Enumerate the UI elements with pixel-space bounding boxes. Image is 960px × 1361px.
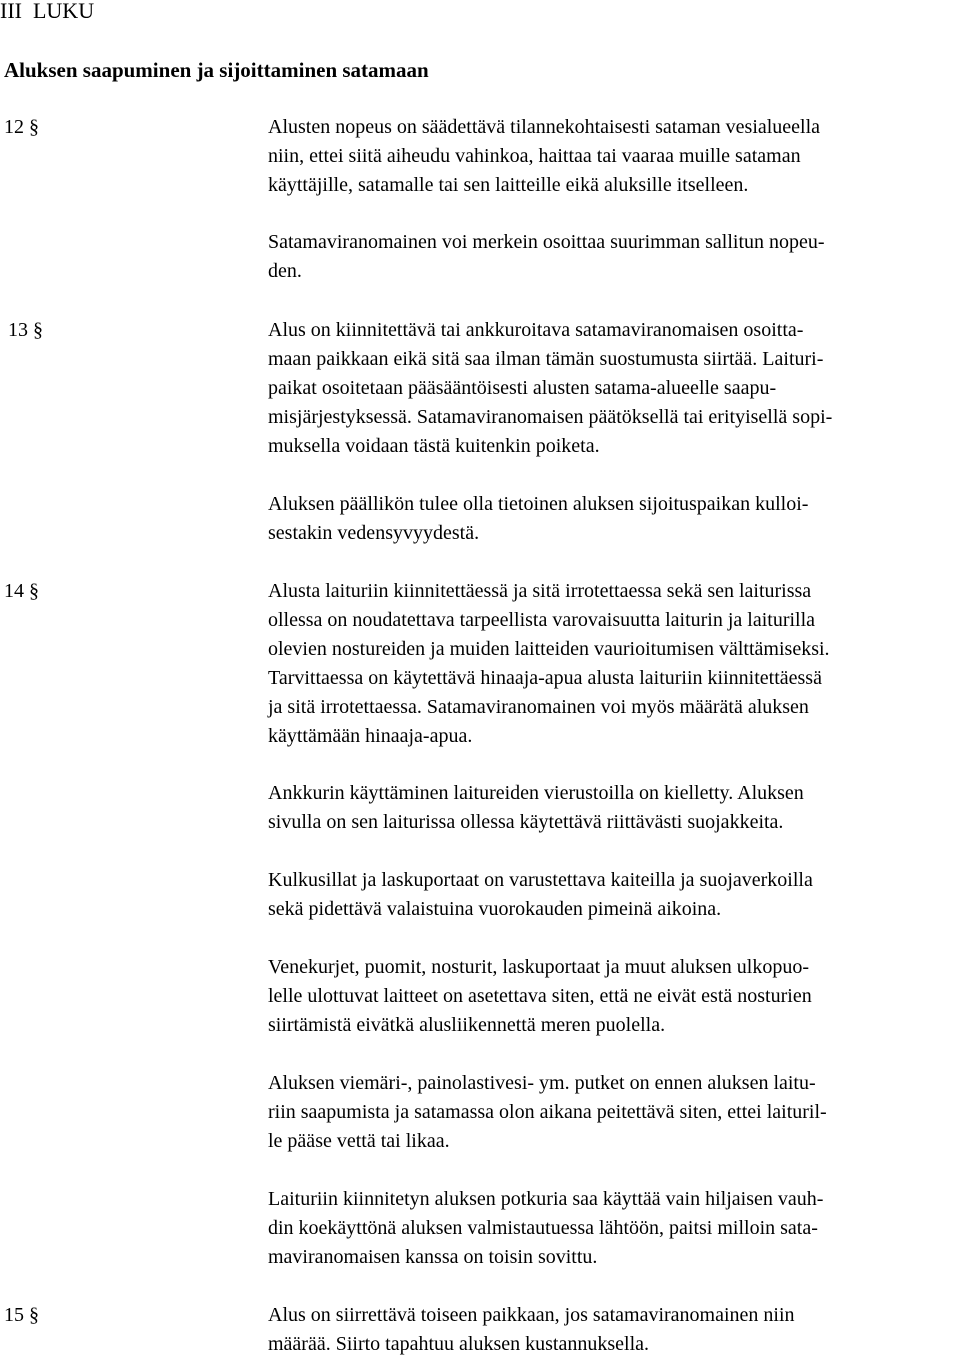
text-line: lelle ulottuvat laitteet on asetettava siten, että ne eivät estä nosturien [268, 985, 812, 1007]
text-line: din koekäyttönä aluksen valmistautuessa lähtöön, paitsi milloin sata- [268, 1217, 818, 1239]
text-line: Aluksen päällikön tulee olla tietoinen aluksen sijoituspaikan kulloi- [268, 493, 809, 515]
section-14-paragraph-3 [268, 866, 958, 924]
section-13-paragraph-2 [268, 490, 958, 548]
text-line: Aluksen viemäri-, painolastivesi- ym. putket on ennen aluksen laitu- [268, 1072, 816, 1094]
section-number-14: 14 § [4, 580, 39, 602]
section-14-paragraph-5 [268, 1069, 958, 1156]
text-line: Alus on siirrettävä toiseen paikkaan, jos satamaviranomainen niin [268, 1304, 795, 1326]
text-line: siirtämistä eivätkä alusliikennettä meren puolella. [268, 1014, 666, 1036]
section-13-paragraph-1 [268, 316, 958, 461]
section-number-15: 15 § [4, 1304, 39, 1326]
section-15-paragraph-1 [268, 1301, 958, 1359]
text-line: misjärjestyksessä. Satamaviranomaisen päätöksellä tai erityisellä sopi- [268, 406, 833, 428]
text-line: paikat osoitetaan pääsääntöisesti alusten satama-alueelle saapu- [268, 377, 777, 399]
section-14-paragraph-6 [268, 1185, 958, 1272]
section-number-12: 12 § [4, 116, 39, 138]
text-line: maviranomaisen kanssa on toisin sovittu. [268, 1246, 598, 1268]
text-line: Venekurjet, puomit, nosturit, laskuportaat ja muut aluksen ulkopuo- [268, 956, 810, 978]
text-line: sivulla on sen laiturissa ollessa käytettävä riittävästi suojakkeita. [268, 811, 784, 833]
chapter-heading: III LUKU [0, 0, 95, 23]
text-line: Laituriin kiinnitetyn aluksen potkuria saa käyttää vain hiljaisen vauh- [268, 1188, 824, 1210]
text-line: niin, ettei siitä aiheudu vahinkoa, haittaa tai vaaraa muille sataman [268, 145, 801, 167]
section-title: Aluksen saapuminen ja sijoittaminen satamaan [4, 58, 429, 82]
text-line: ja sitä irrotettaessa. Satamaviranomainen voi myös määrätä aluksen [268, 696, 809, 718]
text-line: le pääse vettä tai likaa. [268, 1130, 450, 1152]
text-line: muksella voidaan tästä kuitenkin poiketa. [268, 435, 600, 457]
text-line: Alus on kiinnitettävä tai ankkuroitava satamaviranomaisen osoitta- [268, 319, 804, 341]
text-line: den. [268, 260, 302, 282]
text-line: riin saapumista ja satamassa olon aikana peitettävä siten, ettei laituril- [268, 1101, 827, 1123]
text-line: Alusta laituriin kiinnitettäessä ja sitä irrotettaessa sekä sen laiturissa [268, 580, 812, 602]
text-line: sestakin vedensyvyydestä. [268, 522, 480, 544]
text-line: Alusten nopeus on säädettävä tilannekohtaisesti sataman vesialueella [268, 116, 821, 138]
text-line: käyttämään hinaaja-apua. [268, 725, 473, 747]
section-12-paragraph-2 [268, 228, 958, 286]
text-line: Tarvittaessa on käytettävä hinaaja-apua alusta laituriin kiinnitettäessä [268, 667, 822, 689]
text-line: määrää. Siirto tapahtuu aluksen kustannuksella. [268, 1333, 650, 1355]
text-line: Kulkusillat ja laskuportaat on varustettava kaiteilla ja suojaverkoilla [268, 869, 813, 891]
text-line: olevien nostureiden ja muiden laitteiden vaurioitumisen välttämiseksi. [268, 638, 830, 660]
text-line: maan paikkaan eikä sitä saa ilman tämän suostumusta siirtää. Laituri- [268, 348, 824, 370]
section-number-13: 13 § [8, 319, 43, 341]
text-line: sekä pidettävä valaistuina vuorokauden pimeinä aikoina. [268, 898, 722, 920]
section-14-paragraph-4 [268, 953, 958, 1040]
text-line: ollessa on noudatettava tarpeellista varovaisuutta laiturin ja laiturilla [268, 609, 816, 631]
section-12-paragraph-1 [268, 113, 958, 200]
text-line: käyttäjille, satamalle tai sen laitteille eikä aluksille itselleen. [268, 174, 749, 196]
text-line: Ankkurin käyttäminen laitureiden vierustoilla on kielletty. Aluksen [268, 782, 804, 804]
section-14-paragraph-2 [268, 779, 958, 837]
section-14-paragraph-1 [268, 577, 958, 751]
text-line: Satamaviranomainen voi merkein osoittaa suurimman sallitun nopeu- [268, 231, 825, 253]
